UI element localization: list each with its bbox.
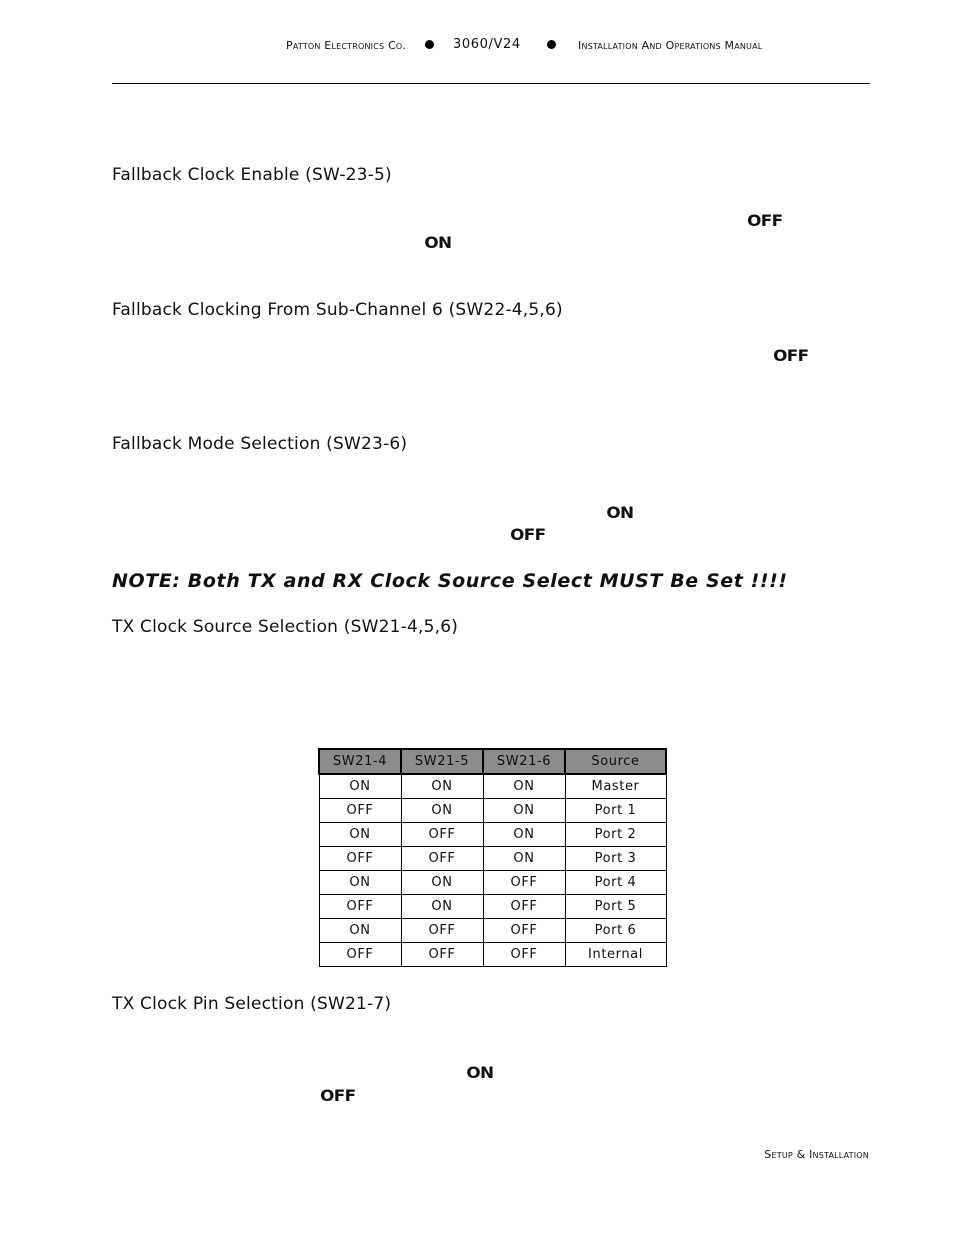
header-divider [112,83,870,84]
clock-source-note: NOTE: Both TX and RX Clock Source Select MUST Be Set !!!! [112,570,788,592]
table-cell: Port 5 [565,895,666,919]
table-cell: ON [401,871,483,895]
table-cell: ON [319,823,401,847]
table-cell: Port 4 [565,871,666,895]
table-cell: ON [483,847,565,871]
table-cell: OFF [401,823,483,847]
table-cell: OFF [319,895,401,919]
table-cell: OFF [483,943,565,967]
table-cell: ON [483,823,565,847]
page-footer-section: Setup & Installation [764,1148,869,1161]
header-manual-title: Installation And Operations Manual [578,39,763,52]
bullet-icon [547,40,556,49]
tx-clock-source-table [318,748,667,967]
section-heading-tx-clock-source: TX Clock Source Selection (SW21-4,5,6) [112,617,459,637]
section-heading-fallback-clock-enable: Fallback Clock Enable (SW-23-5) [112,165,392,185]
table-row [319,847,666,871]
table-row [319,871,666,895]
page-header [0,36,954,60]
setting-flag-off: OFF [320,1086,356,1105]
table-cell: ON [483,799,565,823]
column-header: SW21-5 [401,749,483,774]
setting-flag-on: ON [424,233,452,252]
section-heading-tx-clock-pin: TX Clock Pin Selection (SW21-7) [112,994,392,1014]
table-row [319,799,666,823]
table-cell: OFF [319,847,401,871]
setting-flag-off: OFF [747,211,783,230]
table-row [319,823,666,847]
table-cell: Port 6 [565,919,666,943]
bullet-icon [425,40,434,49]
table-cell: Master [565,774,666,799]
column-header: SW21-6 [483,749,565,774]
setting-flag-on: ON [606,503,634,522]
table-cell: ON [401,774,483,799]
table-cell: OFF [319,943,401,967]
table-cell: OFF [401,847,483,871]
table-cell: OFF [483,871,565,895]
table-cell: OFF [401,919,483,943]
table-cell: ON [319,919,401,943]
table-row [319,774,666,799]
section-heading-fallback-sub-channel: Fallback Clocking From Sub-Channel 6 (SW22-4,5,6) [112,300,563,320]
setting-flag-off: OFF [773,346,809,365]
header-model: 3060/V24 [453,37,521,52]
table-cell: Port 1 [565,799,666,823]
table-cell: ON [401,895,483,919]
table-row [319,895,666,919]
table-row [319,919,666,943]
table-cell: ON [319,774,401,799]
table-cell: ON [319,871,401,895]
table-cell: ON [483,774,565,799]
table-cell: Port 2 [565,823,666,847]
table-cell: OFF [483,919,565,943]
column-header: SW21-4 [319,749,401,774]
header-company: Patton Electronics Co. [286,39,407,52]
table-header-row [319,749,666,774]
column-header: Source [565,749,666,774]
setting-flag-off: OFF [510,525,546,544]
table-cell: ON [401,799,483,823]
table-cell: OFF [483,895,565,919]
setting-flag-on: ON [466,1063,494,1082]
table-cell: OFF [319,799,401,823]
section-heading-fallback-mode: Fallback Mode Selection (SW23-6) [112,434,408,454]
table-cell: OFF [401,943,483,967]
table-row [319,943,666,967]
table-cell: Port 3 [565,847,666,871]
table-cell: Internal [565,943,666,967]
